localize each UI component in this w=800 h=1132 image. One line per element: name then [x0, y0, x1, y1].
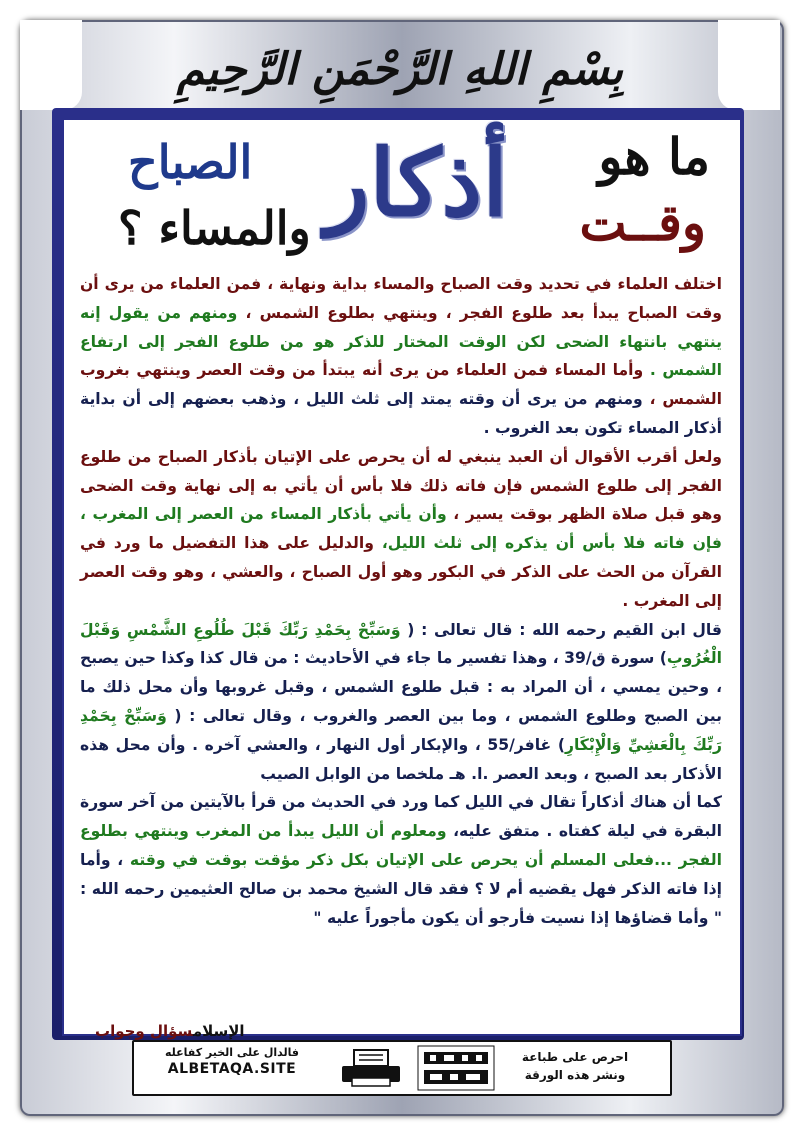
- printer-icon: [336, 1048, 406, 1088]
- p2-part-b: وأن يأتي بأذكار المساء من العصر إلى المغرب ، فإن فاته فلا بأس أن يذكره إلى ثلث الليل،: [80, 505, 722, 553]
- title-block: [70, 125, 730, 265]
- p1-part-c: وأما المساء فمن العلماء من يرى أنه يبتدأ من وقت العصر وينتهي بغروب الشمس ،: [80, 361, 722, 409]
- p3-quran-1: وَسَبِّحْ بِحَمْدِ رَبِّكَ قَبْلَ طُلُوعِ الشَّمْسِ وَقَبْلَ الْغُرُوبِ: [80, 620, 722, 668]
- footer-right-line1: احرص على طباعة: [521, 1050, 629, 1064]
- p4-part-b: ومعلوم أن الليل يبدأ من المغرب وينتهي بطلوع الفجر ...فعلى المسلم أن يحرص على الإتيان بكل ذكر مؤقت بوقت في وقته: [80, 822, 722, 869]
- footer-right-box: [490, 1048, 660, 1088]
- p1-part-d: ومنهم من يرى أن وقته يمتد إلى ثلث الليل ، وذهب بعضهم إلى أن بداية أذكار المساء تكون بعد الغروب .: [80, 390, 722, 437]
- p3-quran-2: وَسَبِّحْ بِحَمْدِ رَبِّكَ بِالْعَشِيِّ وَالْإِبْكَارِ: [80, 706, 722, 754]
- footer-bar: [132, 1040, 672, 1096]
- paragraph-4: [80, 788, 722, 932]
- footer-slogan: فالدال على الخير كفاعله: [164, 1046, 300, 1059]
- p2-part-a: ولعل أقرب الأقوال أن العبد ينبغي له أن يحرص على الإتيان بأذكار الصباح من طلوع الفجر إلى طلوع الشمس فإن فاته ذلك فلا بأس أن يأتي به إلى نهاية وقت الضحى وهو قبل صلاة الظهر بوقت يسير ،: [80, 447, 722, 524]
- source-credit-b: سؤال وجواب: [95, 1022, 193, 1040]
- dawah-logo: [416, 1044, 496, 1092]
- frame-corner-right: [718, 20, 780, 110]
- paragraph-2: [80, 443, 722, 616]
- p4-part-a: كما أن هناك أذكاراً تقال في الليل كما ورد في الحديث من قرأ بالآيتين من آخر سورة البقرة في ليلة كفتاه . متفق عليه،: [80, 793, 722, 841]
- title-line4: والمساء ؟: [118, 201, 311, 255]
- title-line3: الصباح: [128, 135, 253, 189]
- title-line2: وقــت: [579, 193, 706, 252]
- source-credit: [95, 1022, 245, 1040]
- title-line1: ما هو: [598, 127, 710, 186]
- paragraph-1: [80, 270, 722, 443]
- p1-part-b: ومنهم من يقول إنه ينتهي بانتهاء الضحى لكن الوقت المختار للذكر هو من طلوع الفجر إلى ارتفاع الشمس .: [80, 303, 722, 380]
- dawah-logo-mark: [416, 1044, 496, 1092]
- footer-site-link[interactable]: ALBETAQA.SITE: [167, 1061, 297, 1077]
- source-credit-a: الإسلام: [192, 1022, 245, 1040]
- paragraph-3: [80, 616, 722, 789]
- p4-part-c: ، وأما إذا فاته الذكر فهل يقضيه أم لا ؟ فقد قال الشيخ محمد بن صالح العثيمين رحمه الله : " وأما قضاؤها إذا نسيت فأرجو أن يكون مأجوراً عليه ": [80, 850, 722, 927]
- footer-left-box: [142, 1046, 322, 1090]
- frame-corner-left: [20, 20, 82, 110]
- p2-part-c: والدليل على هذا التفضيل ما ورد في القرآن من الحث على الذكر في البكور وهو أول الصباح ، والعشي ، وهو وقت العصر إلى المغرب .: [80, 534, 722, 610]
- footer-right-line2: ونشر هذه الورقة: [524, 1068, 626, 1082]
- article-body: [80, 270, 722, 932]
- p3-part-a: قال ابن القيم رحمه الله : قال تعالى : (: [400, 620, 723, 639]
- p1-part-a: اختلف العلماء في تحديد وقت الصباح والمساء بداية ونهاية ، فمن العلماء من يرى أن وقت الصباح يبدأ بعد طلوع الفجر ، وينتهي بطلوع الشمس ،: [80, 275, 722, 322]
- basmala-calligraphy: بِسْمِ اللهِ الرَّحْمَنِ الرَّحِيمِ: [176, 43, 624, 95]
- p3-part-c: ) غافر/55 ، والإبكار أول النهار ، والعشي آخره . وأن محل هذه الأذكار بعد الصبح ، وبعد العصر .ا. هـ ملخصا من الوابل الصيب: [80, 735, 722, 783]
- p3-part-b: ) سورة ق/39 ، وهذا تفسير ما جاء في الأحاديث : من قال كذا وكذا حين يصبح ، وحين يمسي ، أن المراد به : قبل طلوع الشمس ، وقبل غروبها وأن محل ذلك ما بين الصبح وطلوع الشمس ، وما بين العصر والغروب ، وقال تعالى : (: [80, 649, 723, 725]
- title-main-word: أذكار: [325, 129, 508, 237]
